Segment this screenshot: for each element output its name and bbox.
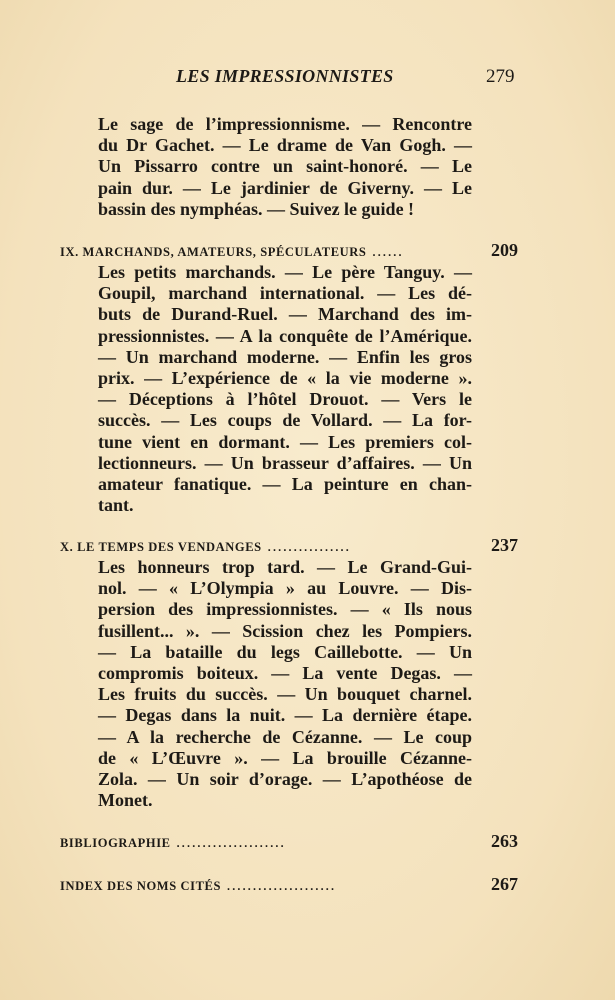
- text-line: du Dr Gachet. — Le drame de Van Gogh. —: [98, 135, 472, 156]
- text-line: buts de Durand-Ruel. — Marchand des im-: [98, 304, 472, 325]
- running-header-title: LES IMPRESSIONNISTES: [176, 66, 394, 86]
- chapter-x-summary: [98, 557, 472, 811]
- page-number: 279: [486, 66, 515, 87]
- leader-dots: ......: [372, 245, 404, 259]
- toc-entry-bibliographie: [60, 831, 518, 853]
- text-line: prix. — L’expérience de « la vie moderne ».: [98, 367, 472, 388]
- bibliographie-page: 263: [491, 831, 518, 851]
- text-line: pain dur. — Le jardinier de Giverny. — Le: [98, 177, 472, 198]
- text-line: fusillent... ». — Scission chez les Pompiers.: [98, 620, 472, 641]
- text-line: tune vient en dormant. — Les premiers col-: [98, 431, 472, 452]
- text-line: de « L’Œuvre ». — La brouille Cézanne-: [98, 747, 472, 768]
- text-line: succès. — Les coups de Vollard. — La for-: [98, 410, 472, 431]
- leader-dots: ................: [267, 540, 351, 554]
- text-line: — Un marchand moderne. — Enfin les gros: [98, 346, 472, 367]
- text-line: persion des impressionnistes. — « Ils nous: [98, 599, 472, 620]
- text-line: Les fruits du succès. — Un bouquet charnel.: [98, 684, 472, 705]
- text-line: — A la recherche de Cézanne. — Le coup: [98, 726, 472, 747]
- leader-dots: .....................: [176, 836, 286, 850]
- bibliographie-heading: BIBLIOGRAPHIE: [60, 836, 171, 850]
- toc-entry-index: [60, 874, 518, 896]
- text-line: bassin des nymphéas. — Suivez le guide !: [98, 198, 415, 219]
- text-line: tant.: [98, 495, 134, 516]
- text-line: nol. — « L’Olympia » au Louvre. — Dis-: [98, 578, 472, 599]
- toc-entry-chapter-x: [60, 535, 518, 557]
- text-line: Le sage de l’impressionnisme. — Rencontre: [98, 114, 472, 134]
- index-page: 267: [491, 874, 518, 894]
- index-heading: INDEX DES NOMS CITÉS: [60, 879, 221, 893]
- text-line: compromis boiteux. — La vente Degas. —: [98, 662, 472, 683]
- text-line: Goupil, marchand international. — Les dé-: [98, 283, 472, 304]
- text-line: — La bataille du legs Caillebotte. — Un: [98, 641, 472, 662]
- text-line: Les honneurs trop tard. — Le Grand-Gui-: [98, 557, 472, 577]
- chapter-ix-heading: IX. MARCHANDS, AMATEURS, SPÉCULATEURS: [60, 245, 367, 259]
- chapter-x-page: 237: [491, 535, 518, 555]
- text-line: Un Pissarro contre un saint-honoré. — Le: [98, 156, 472, 177]
- intro-paragraph: [98, 114, 472, 220]
- text-line: — Déceptions à l’hôtel Drouot. — Vers le: [98, 389, 472, 410]
- text-line: pressionnistes. — A la conquête de l’Amérique.: [98, 325, 472, 346]
- chapter-x-heading: X. LE TEMPS DES VENDANGES: [60, 540, 262, 554]
- text-line: amateur fanatique. — La peinture en chan-: [98, 473, 472, 494]
- chapter-ix-page: 209: [491, 240, 518, 260]
- text-line: — Degas dans la nuit. — La dernière étape.: [98, 705, 472, 726]
- chapter-ix-summary: [98, 262, 472, 516]
- toc-entry-chapter-ix: [60, 240, 518, 262]
- leader-dots: .....................: [227, 879, 337, 893]
- text-line: Les petits marchands. — Le père Tanguy. —: [98, 262, 472, 282]
- text-line: lectionneurs. — Un brasseur d’affaires. — Un: [98, 452, 472, 473]
- text-line: Zola. — Un soir d’orage. — L’apothéose de: [98, 768, 472, 789]
- text-line: Monet.: [98, 790, 153, 811]
